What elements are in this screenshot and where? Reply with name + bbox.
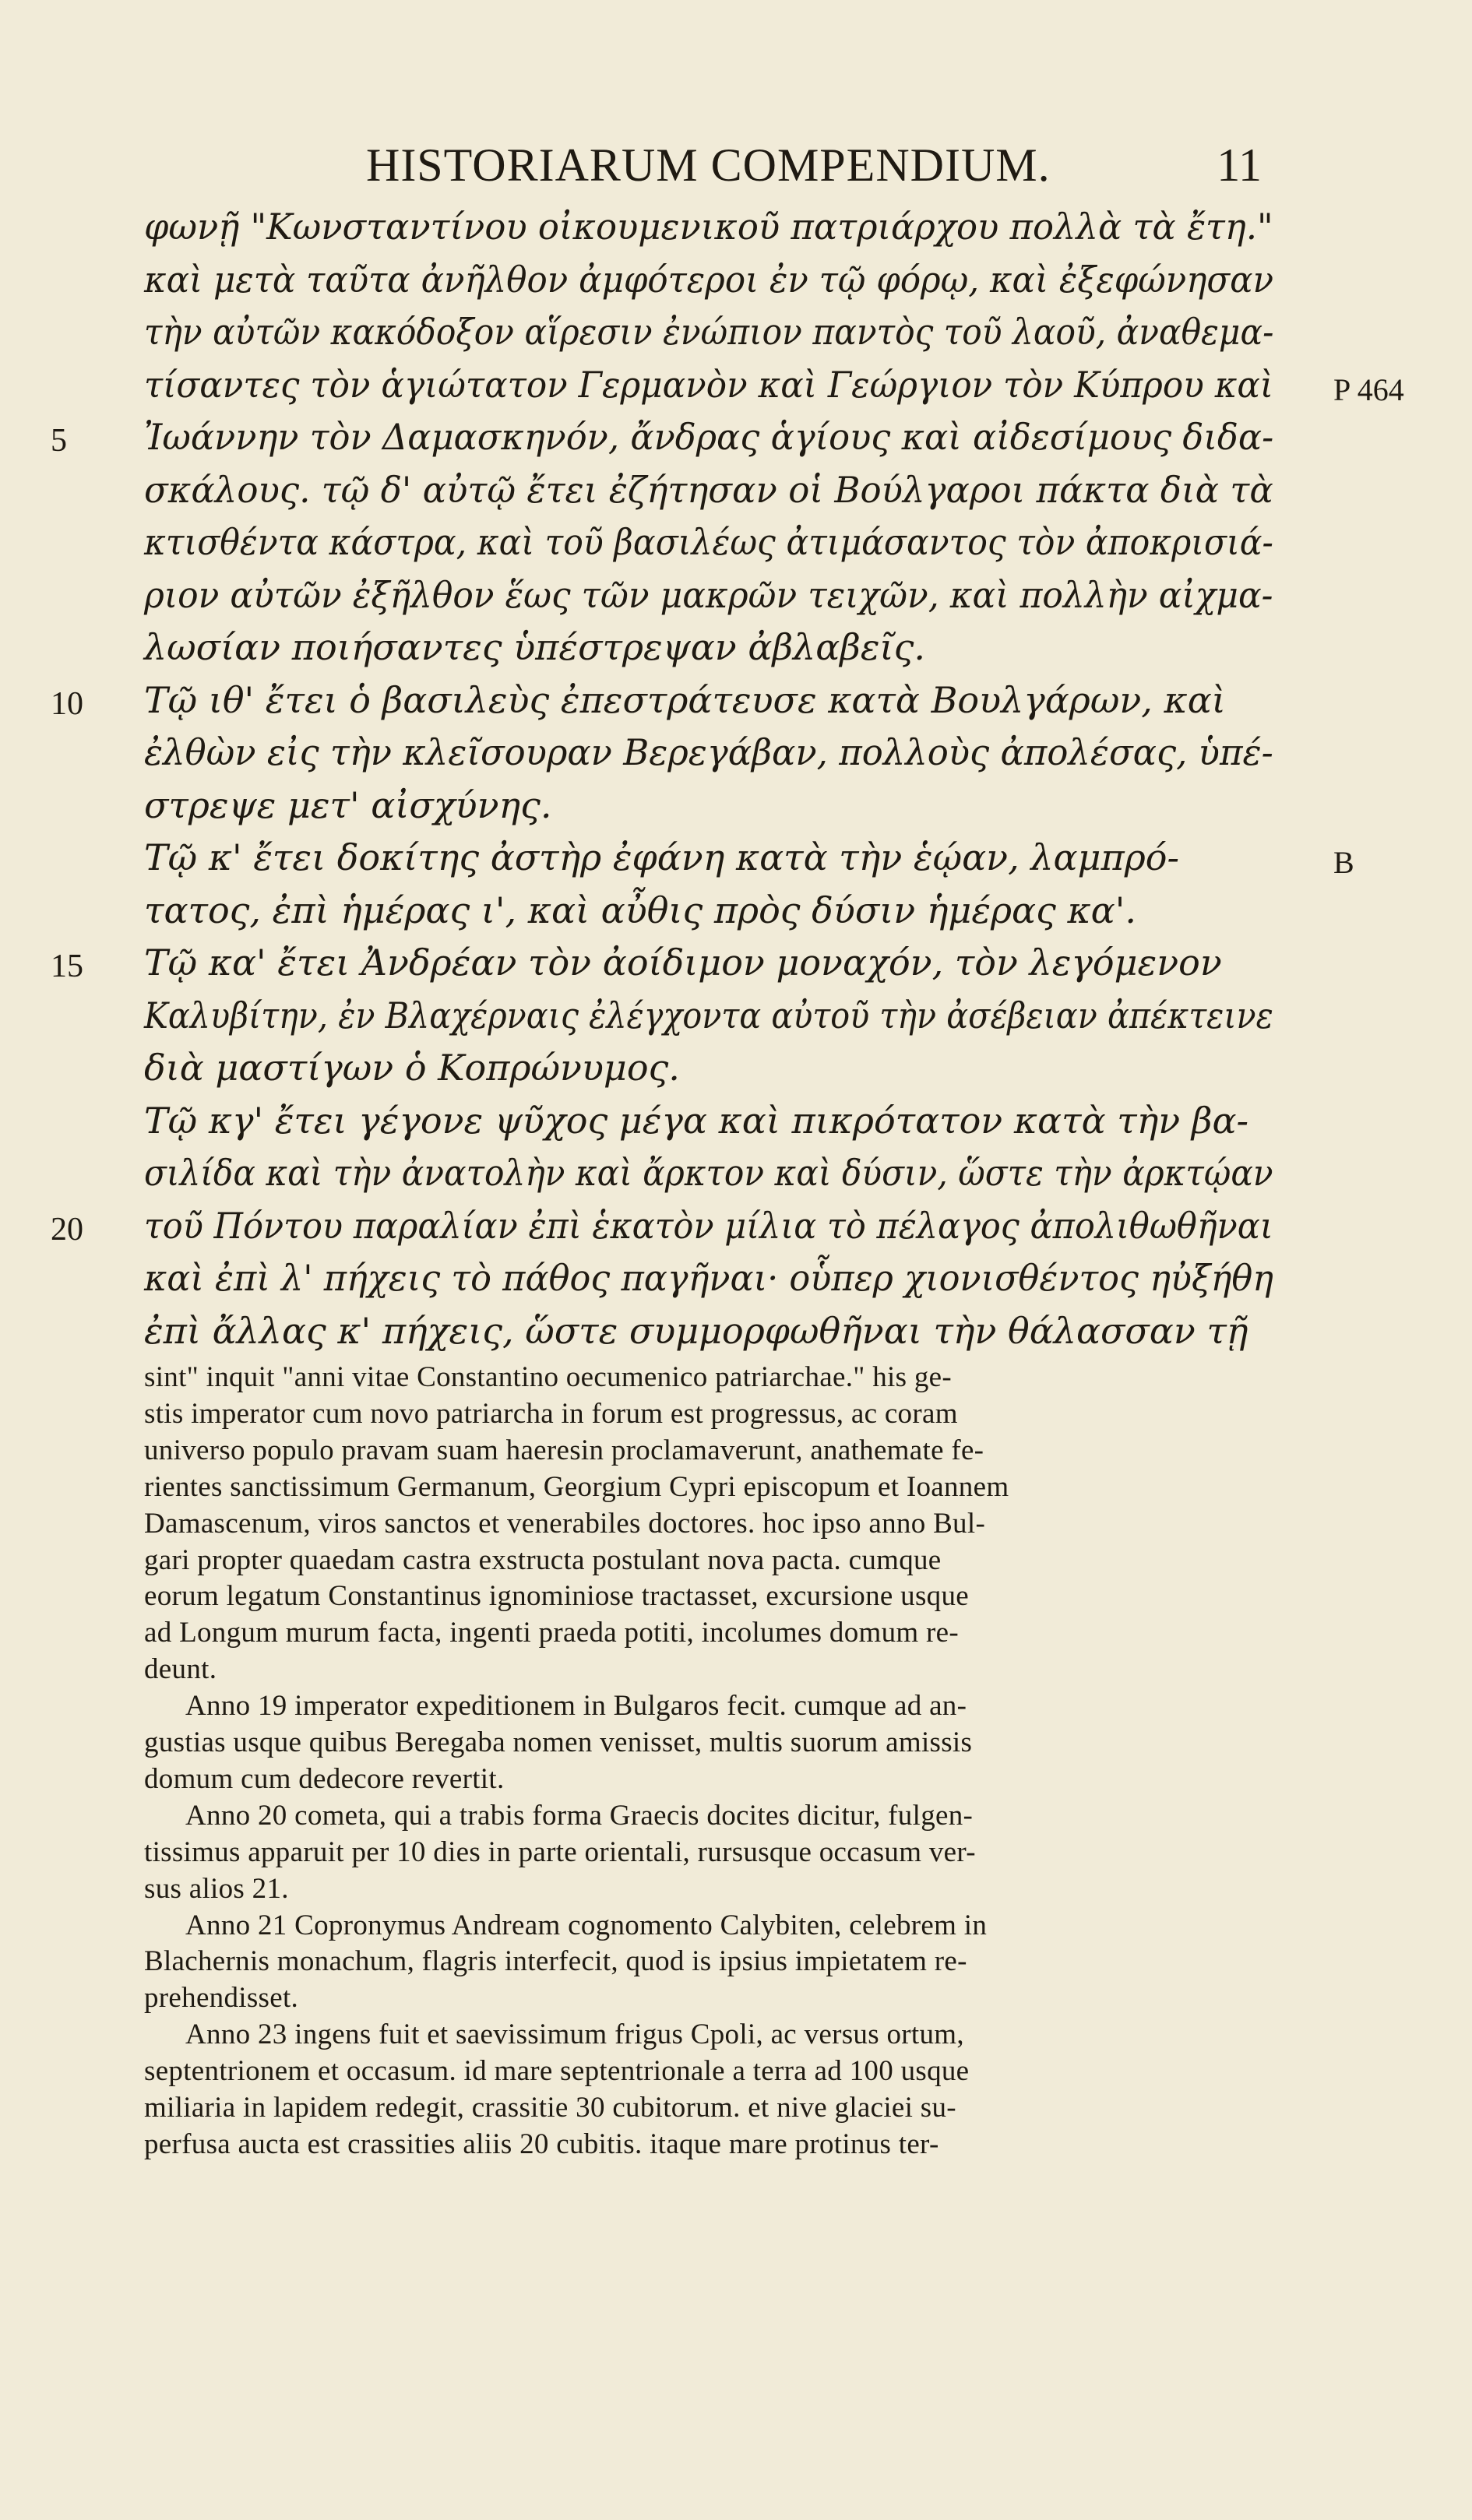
greek-line: ἐπὶ ἄλλας κ' πήχεις, ὥστε συμμορφωθῆναι τὴν θάλασσαν τῇ bbox=[144, 1309, 1248, 1352]
greek-line: κτισθέντα κάστρα, καὶ τοῦ βασιλέως ἀτιμάσαντος τὸν ἀποκρισιά- bbox=[144, 521, 1273, 563]
latin-line: Anno 20 cometa, qui a trabis forma Graecis docites dicitur, fulgen- bbox=[185, 1799, 974, 1832]
greek-line: ριον αὐτῶν ἐξῆλθον ἕως τῶν μακρῶν τειχῶν, καὶ πολλὴν αἰχμα- bbox=[144, 573, 1273, 616]
greek-line: τίσαντες τὸν ἁγιώτατον Γερμανὸν καὶ Γεώργιον τὸν Κύπρου καὶ bbox=[144, 363, 1274, 406]
latin-line: Damascenum, viros sanctos et venerabiles doctores. hoc ipso anno Bul- bbox=[144, 1507, 986, 1540]
latin-line: universo populo pravam suam haeresin proclamaverunt, anathemate fe- bbox=[144, 1434, 984, 1466]
latin-line: eorum legatum Constantinus ignominiose tractasset, excursione usque bbox=[144, 1580, 969, 1613]
greek-line: καὶ ἐπὶ λ' πήχεις τὸ πάθος παγῆναι· οὗπερ χιονισθέντος ηὐξήθη bbox=[144, 1257, 1273, 1299]
latin-line: Anno 23 ingens fuit et saevissimum frigus Cpoli, ac versus ortum, bbox=[185, 2018, 964, 2051]
latin-line: sus alios 21. bbox=[144, 1872, 289, 1905]
latin-line: stis imperator cum novo patriarcha in forum est progressus, ac coram bbox=[144, 1397, 958, 1430]
greek-line: καὶ μετὰ ταῦτα ἀνῆλθον ἀμφότεροι ἐν τῷ φόρῳ, καὶ ἐξεφώνησαν bbox=[144, 258, 1274, 301]
greek-line: ἐλθὼν εἰς τὴν κλεῖσουραν Βερεγάβαν, πολλοὺς ἀπολέσας, ὑπέ- bbox=[144, 731, 1273, 773]
greek-line: τατος, ἐπὶ ἡμέρας ι', καὶ αὖθις πρὸς δύσιν ἡμέρας κα'. bbox=[144, 889, 1136, 931]
line-number: 20 bbox=[51, 1211, 83, 1248]
greek-line: λωσίαν ποιήσαντες ὑπέστρεψαν ἀβλαβεῖς. bbox=[144, 626, 925, 668]
latin-line: septentrionem et occasum. id mare septentrionale a terra ad 100 usque bbox=[144, 2055, 970, 2088]
greek-line: στρεψε μετ' αἰσχύνης. bbox=[144, 783, 552, 826]
margin-reference: P 464 bbox=[1333, 371, 1404, 407]
greek-line: Καλυβίτην, ἐν Βλαχέρναις ἐλέγχοντα αὐτοῦ τὴν ἀσέβειαν ἀπέκτεινε bbox=[144, 994, 1273, 1037]
latin-line: gari propter quaedam castra exstructa postulant nova pacta. cumque bbox=[144, 1543, 942, 1576]
latin-line: gustias usque quibus Beregaba nomen venisset, multis suorum amissis bbox=[144, 1726, 973, 1758]
greek-line: διὰ μαστίγων ὁ Κοπρώνυμος. bbox=[144, 1047, 680, 1089]
latin-line: rientes sanctissimum Germanum, Georgium Cypri episcopum et Ioannem bbox=[144, 1470, 1009, 1503]
latin-line: tissimus apparuit per 10 dies in parte orientali, rursusque occasum ver- bbox=[144, 1835, 976, 1868]
line-number: 10 bbox=[51, 685, 83, 722]
greek-line: τοῦ Πόντου παραλίαν ἐπὶ ἑκατὸν μίλια τὸ πέλαγος ἀπολιθωθῆναι bbox=[144, 1204, 1273, 1247]
greek-line: σιλίδα καὶ τὴν ἀνατολὴν καὶ ἄρκτον καὶ δύσιν, ὥστε τὴν ἀρκτῴαν bbox=[144, 1152, 1273, 1194]
greek-line: Τῷ κ' ἔτει δοκίτης ἀστὴρ ἐφάνη κατὰ τὴν ἑῴαν, λαμπρό- bbox=[144, 836, 1179, 878]
latin-line: domum cum dedecore revertit. bbox=[144, 1762, 505, 1795]
latin-line: ad Longum murum facta, ingenti praeda potiti, incolumes domum re- bbox=[144, 1617, 959, 1649]
greek-line: φωνῇ "Κωνσταντίνου οἰκουμενικοῦ πατριάρχου πολλὰ τὰ ἔτη." bbox=[144, 206, 1273, 248]
line-number: 5 bbox=[51, 423, 67, 459]
latin-line: prehendisset. bbox=[144, 1982, 299, 2015]
page-header bbox=[366, 139, 1402, 201]
latin-line: miliaria in lapidem redegit, crassitie 30 cubitorum. et nive glaciei su- bbox=[144, 2092, 956, 2124]
margin-reference: B bbox=[1333, 845, 1354, 880]
latin-line: Anno 21 Copronymus Andream cognomento Calybiten, celebrem in bbox=[185, 1909, 988, 1941]
greek-line: Ἰωάννην τὸν Δαμασκηνόν, ἄνδρας ἁγίους καὶ αἰδεσίμους διδα- bbox=[144, 416, 1274, 458]
latin-line: Blachernis monachum, flagris interfecit, quod is ipsius impietatem re- bbox=[144, 1945, 967, 1978]
greek-line: Τῷ ιθ' ἔτει ὁ βασιλεὺς ἐπεστράτευσε κατὰ Βουλγάρων, καὶ bbox=[144, 678, 1226, 721]
greek-line: Τῷ κγ' ἔτει γέγονε ψῦχος μέγα καὶ πικρότατον κατὰ τὴν βα- bbox=[144, 1099, 1249, 1142]
page-number: 11 bbox=[1217, 139, 1262, 191]
latin-line: deunt. bbox=[144, 1653, 217, 1686]
latin-line: sint" inquit "anni vitae Constantino oecumenico patriarchae." his ge- bbox=[144, 1361, 952, 1393]
running-title: HISTORIARUM COMPENDIUM. bbox=[366, 139, 1051, 191]
latin-line: perfusa aucta est crassities aliis 20 cubitis. itaque mare protinus ter- bbox=[144, 2128, 939, 2160]
greek-line: σκάλους. τῷ δ' αὐτῷ ἔτει ἐζήτησαν οἱ Βούλγαροι πάκτα διὰ τὰ bbox=[144, 468, 1273, 511]
greek-line: τὴν αὐτῶν κακόδοξον αἵρεσιν ἐνώπιον παντὸς τοῦ λαοῦ, ἀναθεμα- bbox=[144, 311, 1274, 353]
latin-line: Anno 19 imperator expeditionem in Bulgaros fecit. cumque ad an- bbox=[185, 1690, 967, 1723]
greek-line: Τῷ κα' ἔτει Ἀνδρέαν τὸν ἀοίδιμον μοναχόν, τὸν λεγόμενον bbox=[144, 941, 1222, 984]
line-number: 15 bbox=[51, 949, 83, 984]
